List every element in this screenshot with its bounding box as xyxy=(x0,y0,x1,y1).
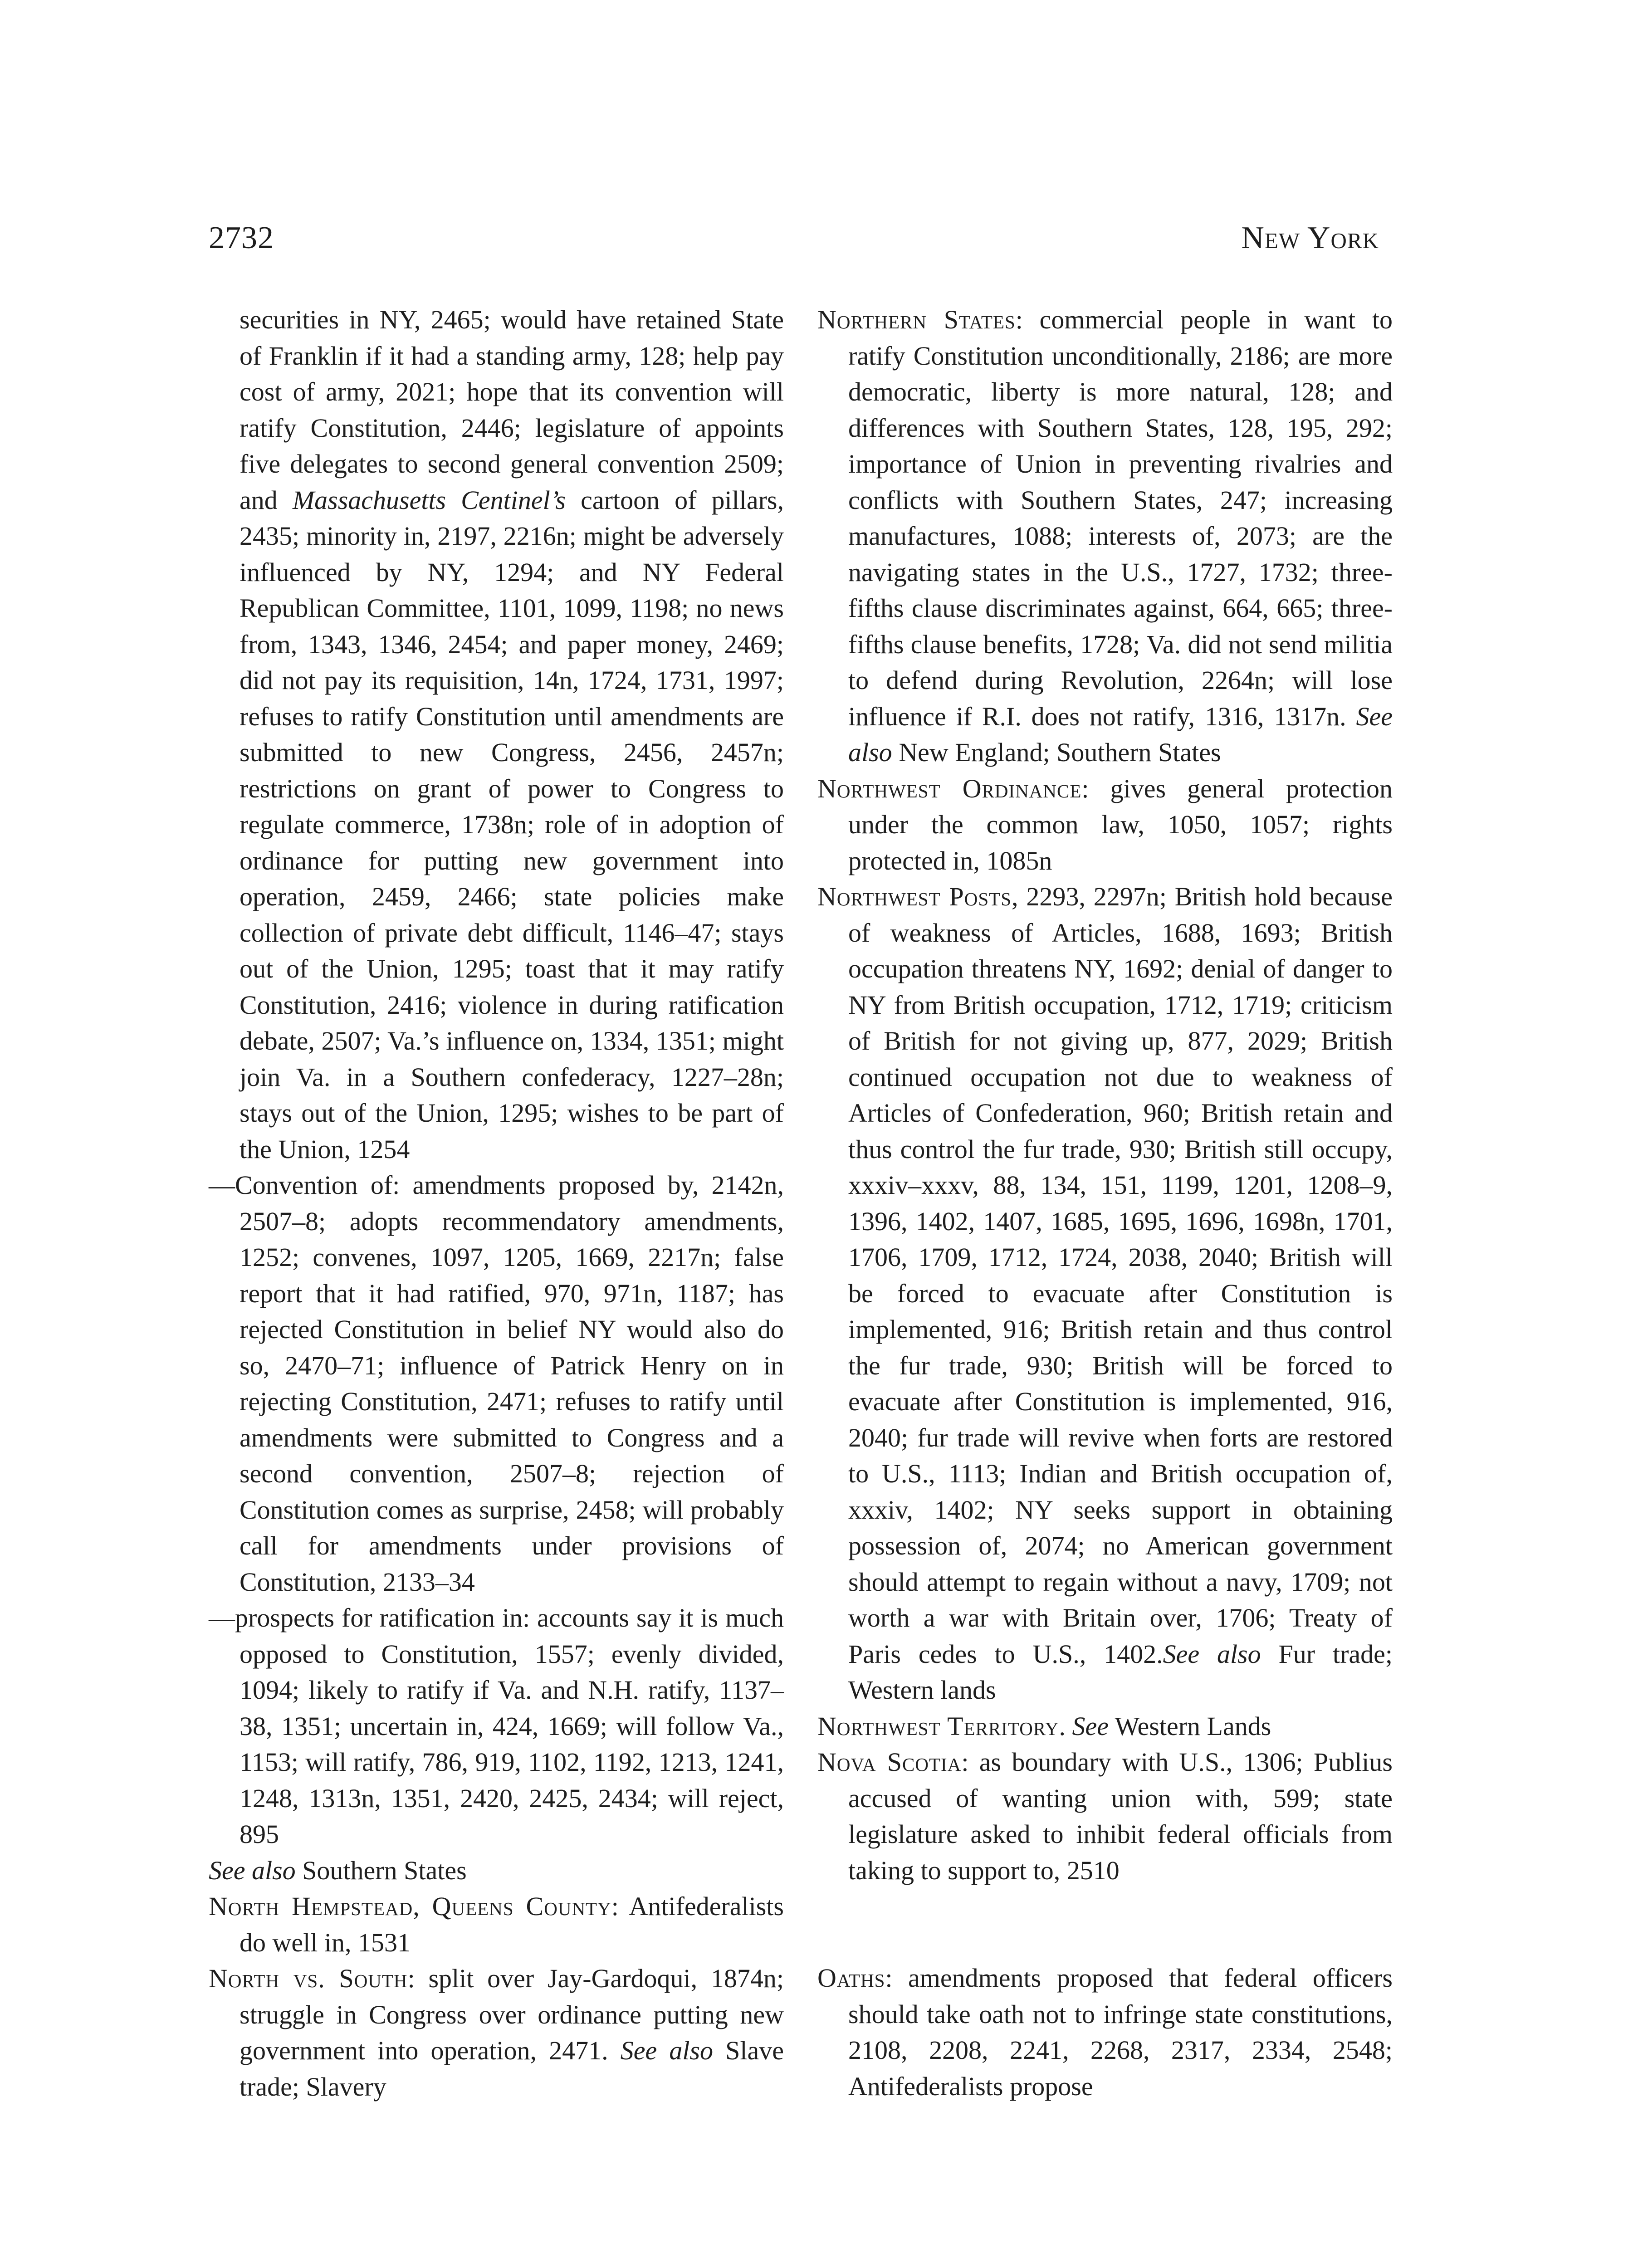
see-also-target: New England; Southern States xyxy=(892,738,1221,767)
see-label: See xyxy=(1072,1711,1109,1741)
index-subentry-convention xyxy=(209,1167,784,1600)
index-entry-oaths xyxy=(817,1960,1393,2104)
entry-heading: North Hempstead, Queens County xyxy=(209,1892,611,1921)
page-number: 2732 xyxy=(209,220,274,255)
index-entry-northwest-posts xyxy=(817,879,1393,1708)
index-entry-northern-states xyxy=(817,302,1393,771)
index-entry-north-hempstead xyxy=(209,1888,784,1960)
entry-heading: North vs. South xyxy=(209,1964,408,1993)
index-entry-continuation xyxy=(209,302,784,1167)
see-also-label: See also xyxy=(1163,1639,1261,1669)
index-column-left xyxy=(209,302,784,2105)
entry-text: : Antifederalists do well in, 1531 xyxy=(240,1892,784,1957)
running-head xyxy=(209,220,1379,261)
running-head-title: New York xyxy=(1241,220,1379,255)
entry-heading: Nova Scotia xyxy=(817,1747,962,1777)
entry-text: : as boundary with U.S., 1306; Publius accused of wanting union with, 599; state legislature asked to inhibit federal officials from taking to support to, 2510 xyxy=(848,1747,1393,1885)
entry-heading: Oaths xyxy=(817,1963,885,1993)
entry-text: securities in NY, 2465; would have retained State of Franklin if it had a standing army, 128; help pay cost of army, 2021; hope that its convention will ratify Constitution, 2446; legislature of appoints five delegates to second general convention 2509; and xyxy=(240,305,784,515)
entry-heading: Northwest Ordinance xyxy=(817,773,1082,803)
entry-text: : amendments proposed that federal officers should take oath not to infringe state constitutions, 2108, 2208, 2241, 2268, 2317, 2334, 2548; Antifederalists propose xyxy=(848,1963,1393,2101)
see-target: Western Lands xyxy=(1109,1711,1271,1741)
subentry-text: —prospects for ratification in: accounts say it is much opposed to Constitution, 1557; evenly divided, 1094; likely to ratify if Va. and N.H. ratify, 1137–38, 1351; uncertain in, 424, 1669; will follow Va., 1153; will ratify, 786, 919, 1102, 1192, 1213, 1241, 1248, 1313n, 1351, 2420, 2425, 2434; will reject, 895 xyxy=(209,1603,784,1849)
index-entry-nova-scotia xyxy=(817,1744,1393,1888)
entry-heading: Northwest Territory xyxy=(817,1711,1059,1741)
see-also-target: Fur trade; Western lands xyxy=(848,1639,1393,1705)
index-subentry-prospects xyxy=(209,1600,784,1853)
italic-title: Massachusetts Centinel’s xyxy=(292,485,566,515)
entry-separator: . xyxy=(1059,1711,1072,1741)
entry-heading: Northwest Posts xyxy=(817,882,1012,911)
entry-text: : split over Jay-Gardoqui, 1874n; struggle in Congress over ordinance putting new government into operation, 2471. xyxy=(240,1964,784,2065)
subentry-text: —Convention of: amendments proposed by, 2142n, 2507–8; adopts recommendatory amendments, 1252; convenes, 1097, 1205, 1669, 2217n; false report that it had ratified, 970, 971n, 1187; has rejected Constitution in belief NY would also do so, 2470–71; influence of Patrick Henry on in rejecting Constitution, 2471; refuses to ratify until amendments were submitted to Congress and a second convention, 2507–8; rejection of Constitution comes as surprise, 2458; will probably call for amendments under provisions of Constitution, 2133–34 xyxy=(209,1170,784,1597)
index-column-right xyxy=(817,302,1393,2104)
letter-section-gap xyxy=(817,1888,1393,1960)
entry-text: : gives general protection under the common law, 1050, 1057; rights protected in, 1085n xyxy=(848,773,1393,875)
entry-text: : commercial people in want to ratify Constitution unconditionally, 2186; are more democratic, liberty is more natural, 128; and differences with Southern States, 128, 195, 292; importance of Union in preventing rivalries and conflicts with Southern States, 247; increasing manufactures, 1088; interests of, 2073; are the navigating states in the U.S., 1727, 1732; three-fifths clause discriminates against, 664, 665; three-fifths clause benefits, 1728; Va. did not send militia to defend during Revolution, 2264n; will lose influence if R.I. does not ratify, 1316, 1317n. xyxy=(848,305,1393,731)
see-also-label: See also xyxy=(848,701,1393,767)
see-also-reference xyxy=(209,1853,784,1889)
see-also-label: See also xyxy=(620,2036,714,2065)
see-also-label: See also xyxy=(209,1855,296,1885)
see-also-target: Southern States xyxy=(295,1855,467,1885)
entry-text: cartoon of pillars, 2435; minority in, 2197, 2216n; might be adversely influenced by NY, 1294; and NY Federal Republican Committee, 1101, 1099, 1198; no news from, 1343, 1346, 2454; and paper money, 2469; did not pay its requisition, 14n, 1724, 1731, 1997; refuses to ratify Constitution until amendments are submitted to new Congress, 2456, 2457n; restrictions on grant of power to Congress to regulate commerce, 1738n; role of in adoption of ordinance for putting new government into operation, 2459, 2466; state policies make collection of private debt difficult, 1146–47; stays out of the Union, 1295; toast that it may ratify Constitution, 2416; violence in during ratification debate, 2507; Va.’s influence on, 1334, 1351; might join Va. in a Southern confederacy, 1227–28n; stays out of the Union, 1295; wishes to be part of the Union, 1254 xyxy=(240,485,784,1164)
index-entry-northwest-ordinance xyxy=(817,771,1393,879)
entry-text: , 2293, 2297n; British hold because of weakness of Articles, 1688, 1693; British occupation threatens NY, 1692; denial of danger to NY from British occupation, 1712, 1719; criticism of British for not giving up, 877, 2029; British continued occupation not due to weakness of Articles of Confederation, 960; British retain and thus control the fur trade, 930; British still occupy, xxxiv–xxxv, 88, 134, 151, 1199, 1201, 1208–9, 1396, 1402, 1407, 1685, 1695, 1696, 1698n, 1701, 1706, 1709, 1712, 1724, 2038, 2040; British will be forced to evacuate after Constitution is implemented, 916; British retain and thus control the fur trade, 930; British will be forced to evacuate after Constitution is implemented, 916, 2040; fur trade will revive when forts are restored to U.S., 1113; Indian and British occupation of, xxxiv, 1402; NY seeks support in obtaining possession of, 2074; no American government should attempt to regain without a navy, 1709; not worth a war with Britain over, 1706; Treaty of Paris cedes to U.S., 1402. xyxy=(848,882,1393,1669)
index-entry-north-vs-south xyxy=(209,1960,784,2105)
see-also-target: Slave trade; Slavery xyxy=(240,2036,784,2102)
entry-heading: Northern States xyxy=(817,305,1016,334)
index-entry-northwest-territory xyxy=(817,1708,1393,1745)
